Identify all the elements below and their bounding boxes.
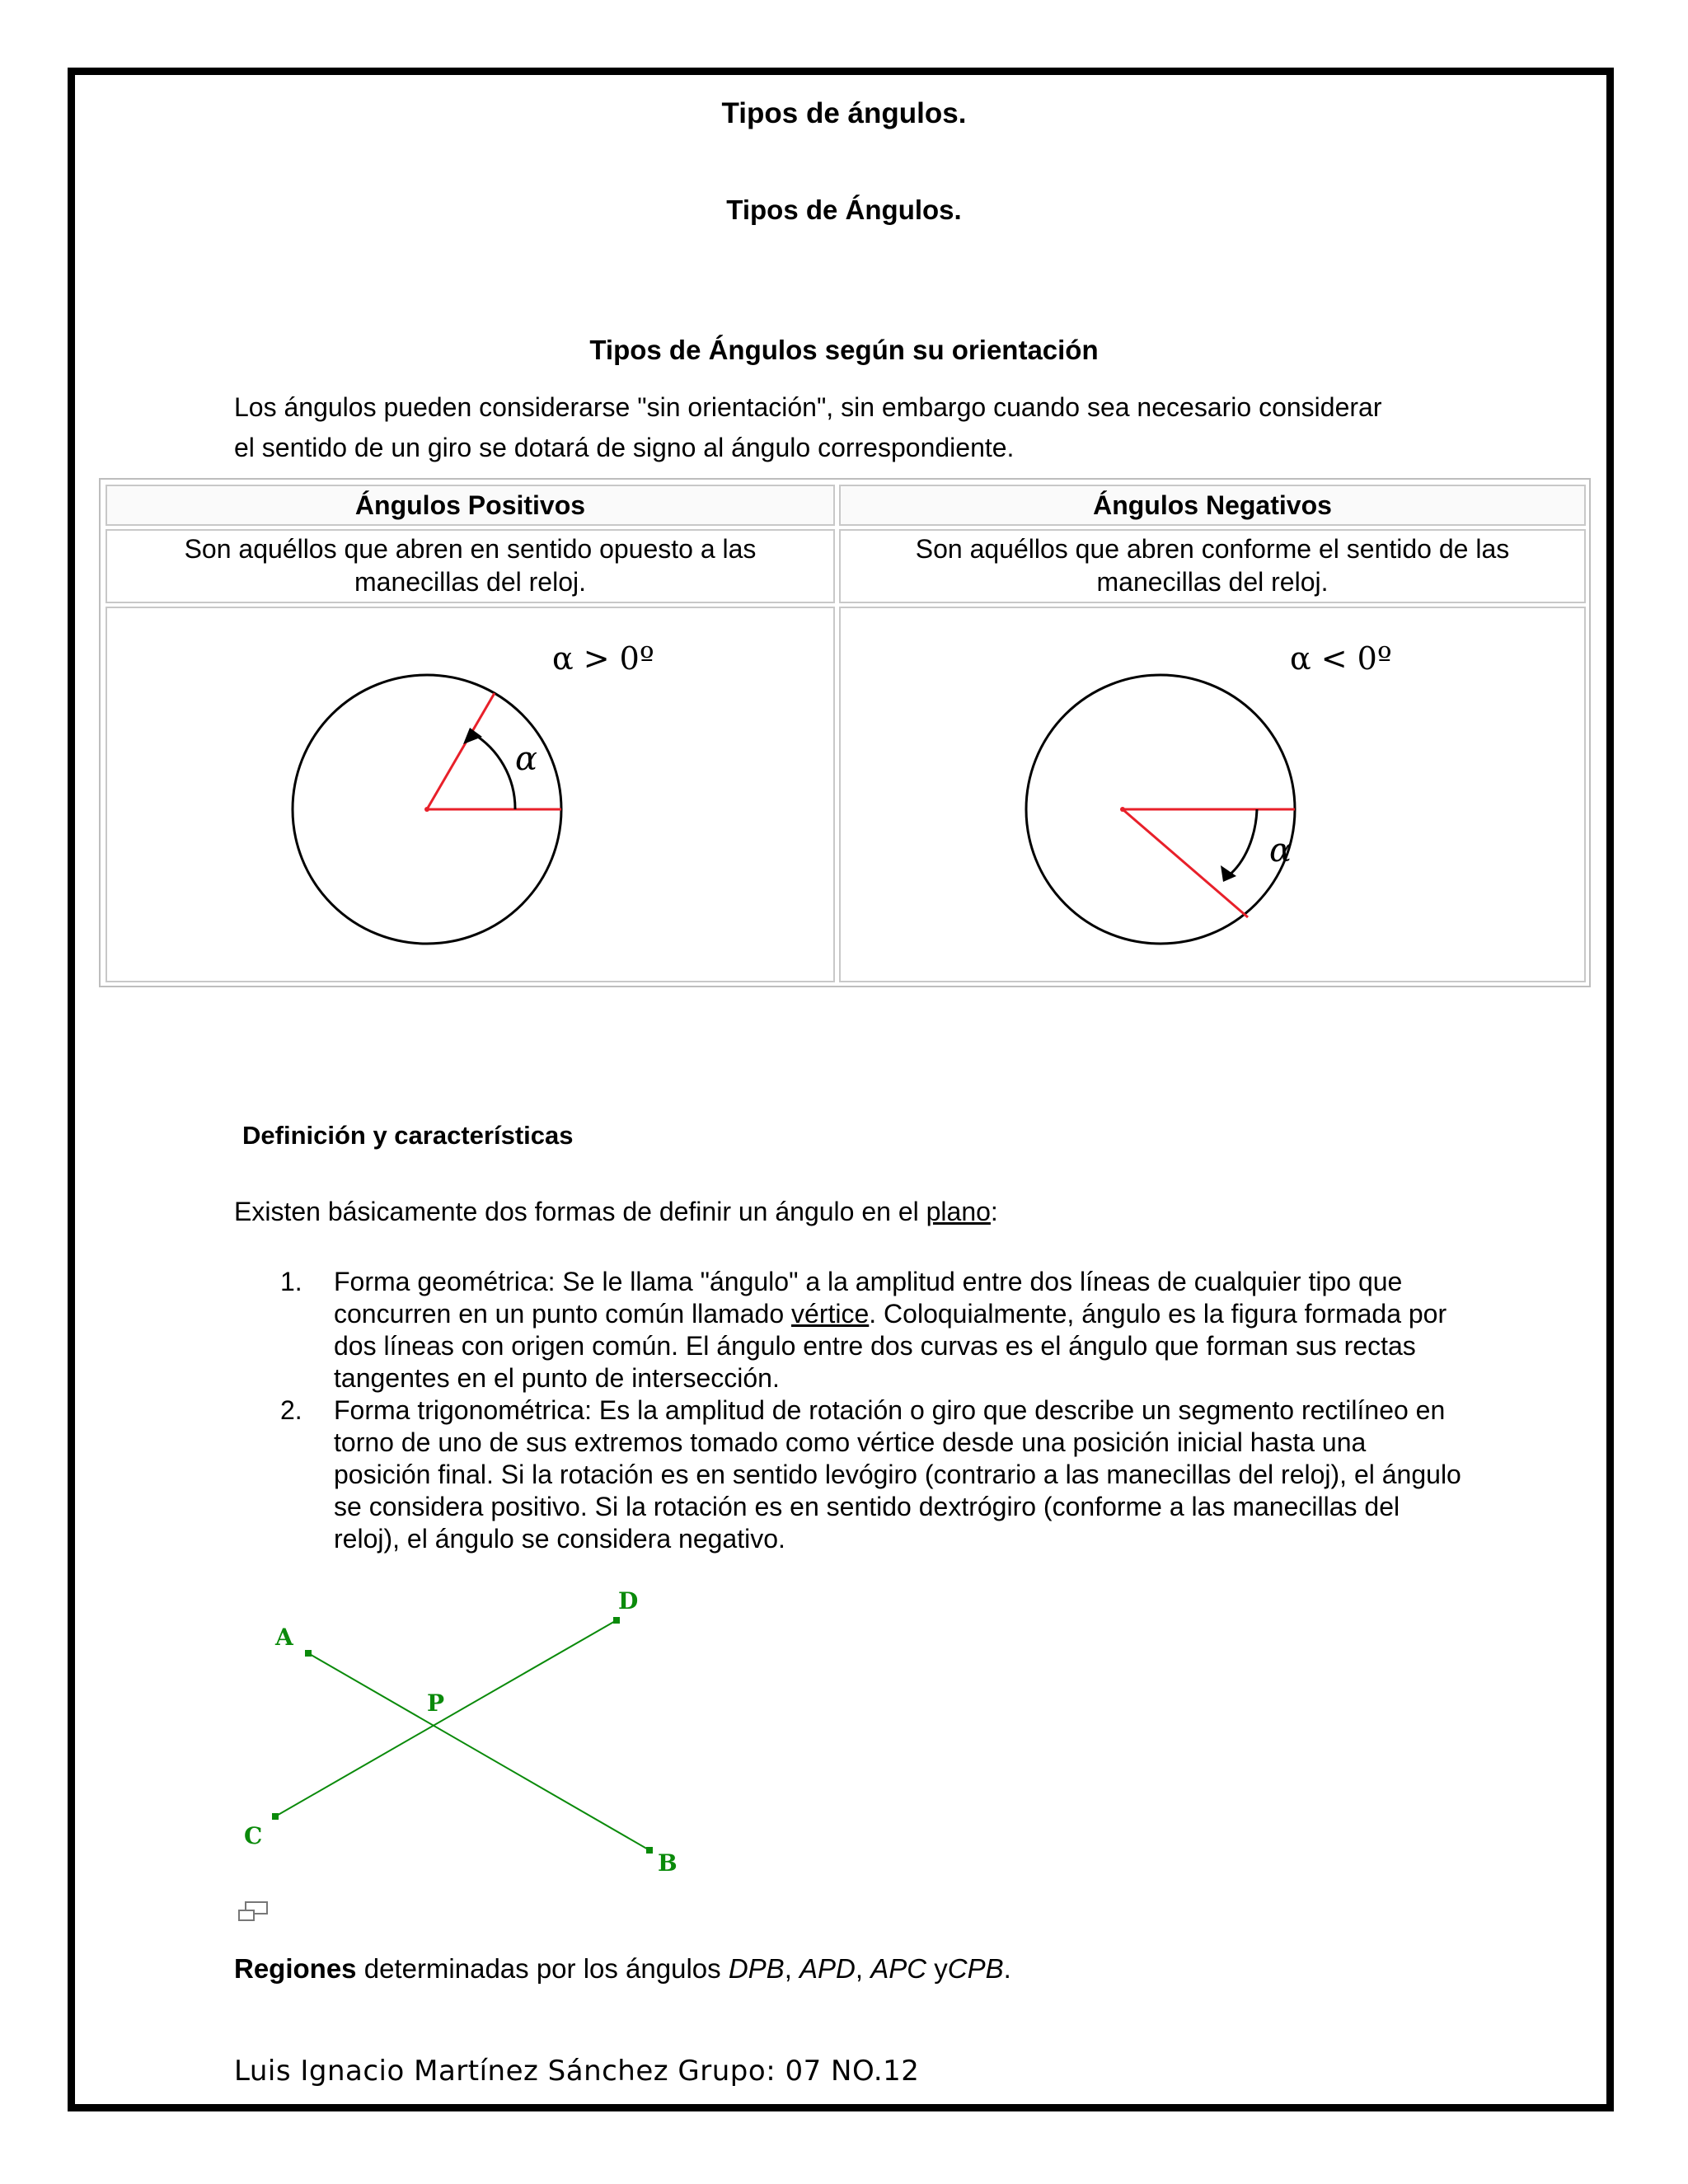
point-d-marker [613, 1617, 620, 1624]
separator: y [926, 1953, 948, 1984]
negative-angle-diagram [841, 608, 1584, 981]
definition-intro-colon: : [990, 1197, 998, 1226]
list-item [280, 1394, 1467, 1555]
point-c-label: C [244, 1822, 263, 1849]
negative-formula: α < 0º [1290, 640, 1392, 677]
intro-line-1: Los ángulos pueden considerarse "sin orientación", sin embargo cuando sea necesario considerar [234, 392, 1382, 422]
page-title: Tipos de ángulos. [721, 97, 967, 129]
list-item-text: Forma trigonométrica: Es la amplitud de rotación o giro que describe un segmento rectilíneo en torno de uno de sus extremos tomado como vértice desde una posición inicial hasta una posición final. Si la rotación es en sentido levógiro (contrario a las manecillas del reloj), el ángulo se considera positivo. Si la rotación es en sentido dextrógiro (conforme a las manecillas del reloj), el ángulo se considera negativo. [334, 1395, 1461, 1554]
positive-terminal-ray [427, 693, 495, 809]
point-a-label: A [275, 1624, 293, 1651]
intersecting-lines-figure [244, 1582, 717, 1879]
point-p-label: P [427, 1690, 445, 1717]
definition-heading: Definición y características [242, 1121, 574, 1150]
negative-figure-cell [839, 607, 1586, 982]
definition-intro [234, 1197, 998, 1227]
negative-description: Son aquéllos que abren conforme el sentido de las manecillas del reloj. [839, 529, 1586, 603]
positive-angle-diagram [107, 608, 833, 981]
angles-table [99, 478, 1591, 987]
point-a-marker [305, 1650, 312, 1657]
line-cd [275, 1620, 617, 1816]
point-c-marker [272, 1813, 279, 1820]
negative-arrowhead-icon [1221, 865, 1236, 882]
positive-vertex-dot [424, 807, 429, 812]
intro-paragraph [234, 387, 1470, 468]
angle-apd: APD [799, 1953, 856, 1984]
separator: , [855, 1953, 871, 1984]
regions-bold: Regiones [234, 1953, 357, 1984]
positive-header: Ángulos Positivos [106, 485, 835, 526]
negative-alpha: α [1269, 832, 1292, 869]
regions-text: determinadas por los ángulos [356, 1953, 729, 1984]
list-item-text-end: . Coloquialmente, ángulo es la figura formada por dos líneas con origen común. El ángulo entre dos curvas es el ángulo que forman sus rectas tangentes en el punto de intersección. [334, 1299, 1447, 1393]
regions-caption [234, 1953, 1011, 1985]
definition-intro-text: Existen básicamente dos formas de definir un ángulo en el [234, 1197, 926, 1226]
footer-author: Luis Ignacio Martínez Sánchez Grupo: 07 NO.12 [234, 2055, 920, 2088]
angle-cpb: CPB [947, 1953, 1004, 1984]
angle-dpb: DPB [728, 1953, 785, 1984]
point-d-label: D [618, 1587, 639, 1615]
page-subtitle: Tipos de Ángulos. [726, 194, 962, 225]
negative-header: Ángulos Negativos [839, 485, 1586, 526]
separator: , [784, 1953, 800, 1984]
intro-line-2: el sentido de un giro se dotará de signo al ángulo correspondiente. [234, 433, 1015, 462]
positive-arrowhead-icon [463, 728, 482, 744]
list-number: 2. [280, 1395, 302, 1425]
angle-apc: APC [870, 1953, 927, 1984]
positive-description: Son aquéllos que abren en sentido opuesto a las manecillas del reloj. [106, 529, 835, 603]
list-number: 1. [280, 1267, 302, 1296]
list-item [280, 1266, 1467, 1394]
plano-link[interactable]: plano [926, 1197, 991, 1226]
positive-alpha: α [515, 740, 538, 778]
orientation-heading: Tipos de Ángulos según su orientación [589, 335, 1099, 365]
list-item-text: Forma geométrica: Se le llama "ángulo" a la amplitud entre dos líneas de cualquier tipo que concurren en un punto común llamado [334, 1267, 1403, 1329]
point-b-marker [646, 1847, 653, 1854]
definition-list [280, 1266, 1467, 1555]
caption-icon[interactable] [237, 1900, 270, 1924]
point-b-label: B [658, 1849, 678, 1877]
positive-formula: α > 0º [552, 640, 654, 677]
negative-vertex-dot [1120, 807, 1125, 812]
period: . [1003, 1953, 1011, 1984]
vertice-link[interactable]: vértice [791, 1299, 870, 1329]
negative-arc [1228, 809, 1257, 876]
positive-arc [471, 733, 515, 809]
line-ab [308, 1653, 649, 1850]
positive-figure-cell [106, 607, 835, 982]
negative-terminal-ray [1123, 809, 1248, 917]
